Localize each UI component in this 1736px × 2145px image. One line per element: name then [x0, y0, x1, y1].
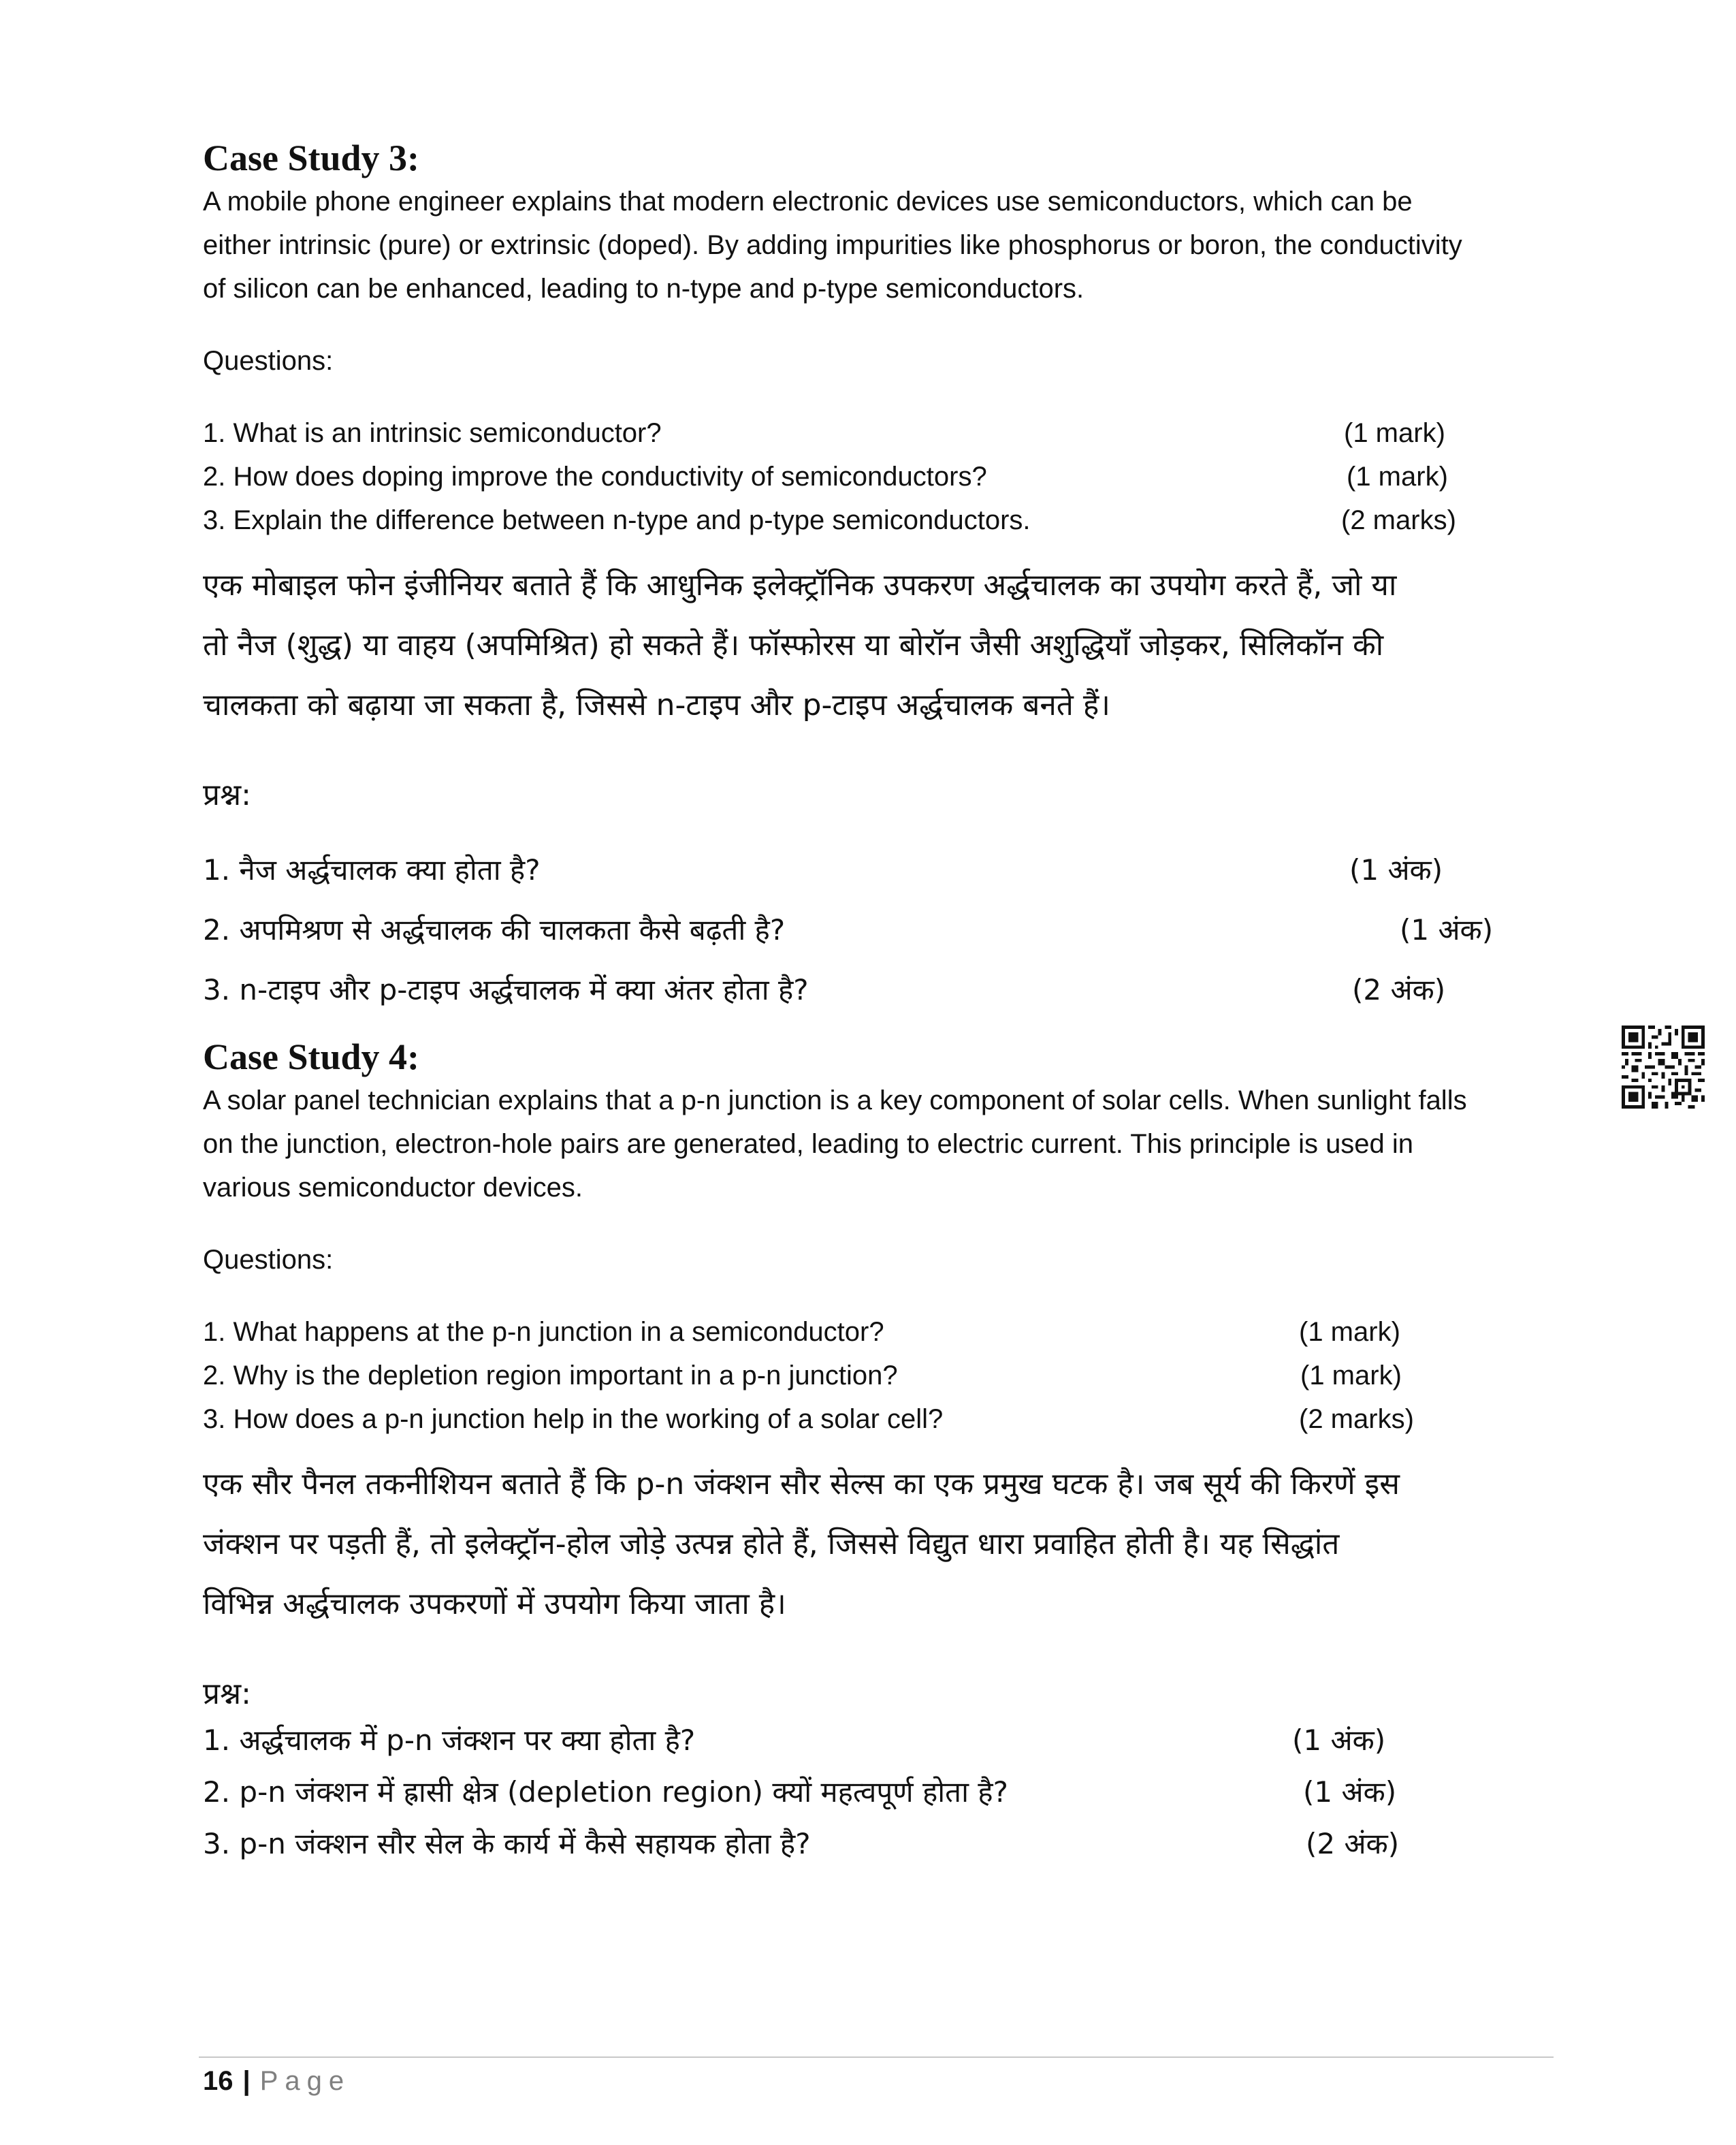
- question-marks: (1 mark): [1344, 418, 1445, 448]
- question-text: 2. How does doping improve the conductivity of semiconductors?: [203, 462, 987, 492]
- question-row: [203, 1310, 1558, 1354]
- questions-label: Questions:: [203, 346, 334, 376]
- question-text: 2. p-n जंक्शन में ह्रासी क्षेत्र (depletion region) क्यों महत्वपूर्ण होता है?: [203, 1775, 1008, 1809]
- paragraph-line: चालकता को बढ़ाया जा सकता है, जिससे n-टाइप और p-टाइप अर्द्धचालक बनते हैं।: [203, 688, 1110, 722]
- question-marks: (1 mark): [1299, 1317, 1400, 1347]
- page-content: [203, 136, 1558, 1870]
- paragraph-line: विभिन्न अर्द्धचालक उपकरणों में उपयोग किया जाता है।: [203, 1587, 786, 1621]
- question-text: 1. What happens at the p-n junction in a semiconductor?: [203, 1317, 884, 1347]
- hindi-question-row: [203, 900, 1558, 960]
- hindi-question-row: [203, 1715, 1558, 1766]
- qr-code-icon: [1622, 1026, 1705, 1109]
- question-text: 1. अर्द्धचालक में p-n जंक्शन पर क्या होता है?: [203, 1723, 696, 1757]
- case-study-4-hindi-paragraph: [203, 1455, 1558, 1634]
- question-text: 3. Explain the difference between n-type and p-type semiconductors.: [203, 505, 1031, 535]
- question-row: [203, 1397, 1558, 1441]
- question-row: [203, 455, 1558, 498]
- question-row: [203, 411, 1558, 455]
- paragraph-line: एक सौर पैनल तकनीशियन बताते हैं कि p-n जंक्शन सौर सेल्स का एक प्रमुख घटक है। जब सूर्य की किरणें इस: [203, 1467, 1400, 1502]
- question-marks: (1 mark): [1300, 1361, 1402, 1391]
- case-study-3-hindi-paragraph: [203, 556, 1558, 735]
- question-marks: (2 अंक): [1352, 973, 1446, 1006]
- hindi-questions-label: प्रश्न:: [203, 778, 251, 812]
- question-text: 3. How does a p-n junction help in the working of a solar cell?: [203, 1404, 944, 1434]
- paragraph-line: तो नैज (शुद्ध) या वाहय (अपमिश्रित) हो सकते हैं। फॉस्फोरस या बोरॉन जैसी अशुद्धियाँ जोड़कर, सिलिकॉन की: [203, 628, 1384, 663]
- paragraph-line: जंक्शन पर पड़ती हैं, तो इलेक्ट्रॉन-होल जोड़े उत्पन्न होते हैं, जिससे विद्युत धारा प्रवाहित होती है। यह सिद्धांत: [203, 1527, 1340, 1561]
- question-text: 3. p-n जंक्शन सौर सेल के कार्य में कैसे सहायक होता है?: [203, 1827, 811, 1860]
- case-study-4: [203, 1035, 1558, 1870]
- case-study-3-heading: Case Study 3:: [203, 138, 420, 178]
- paragraph-line: of silicon can be enhanced, leading to n-type and p-type semiconductors.: [203, 274, 1084, 304]
- paragraph-line: A solar panel technician explains that a p-n junction is a key component of solar cells. When sunlight falls: [203, 1085, 1467, 1115]
- question-marks: (1 अंक): [1400, 913, 1494, 947]
- question-list: [203, 411, 1558, 542]
- case-study-4-paragraph: [203, 1079, 1558, 1209]
- question-text: 3. n-टाइप और p-टाइप अर्द्धचालक में क्या अंतर होता है?: [203, 973, 809, 1006]
- hindi-question-list: [203, 1715, 1558, 1870]
- hindi-question-row: [203, 840, 1558, 900]
- question-marks: (1 अंक): [1349, 853, 1443, 887]
- questions-label: Questions:: [203, 1245, 334, 1275]
- footer-divider: [199, 2056, 1554, 2058]
- question-marks: (2 marks): [1299, 1404, 1414, 1434]
- hindi-questions-label: प्रश्न:: [203, 1677, 251, 1711]
- question-marks: (1 अंक): [1303, 1775, 1397, 1809]
- hindi-question-row: [203, 1818, 1558, 1870]
- paragraph-line: on the junction, electron-hole pairs are generated, leading to electric current. This principle is used in: [203, 1129, 1414, 1159]
- page-number: 16: [203, 2066, 234, 2096]
- paragraph-line: A mobile phone engineer explains that modern electronic devices use semiconductors, which can be: [203, 187, 1413, 217]
- footer-separator: |: [242, 2066, 251, 2096]
- question-row: [203, 1354, 1558, 1397]
- question-marks: (1 अंक): [1292, 1723, 1386, 1757]
- question-row: [203, 498, 1558, 542]
- hindi-question-list: [203, 840, 1558, 1020]
- page-footer: [203, 2059, 351, 2103]
- question-text: 2. Why is the depletion region important in a p-n junction?: [203, 1361, 898, 1391]
- case-study-3-paragraph: [203, 180, 1558, 311]
- hindi-question-row: [203, 1766, 1558, 1818]
- question-marks: (1 mark): [1347, 462, 1448, 492]
- paragraph-line: various semiconductor devices.: [203, 1173, 583, 1203]
- question-marks: (2 अंक): [1306, 1827, 1400, 1860]
- paragraph-line: एक मोबाइल फोन इंजीनियर बताते हैं कि आधुनिक इलेक्ट्रॉनिक उपकरण अर्द्धचालक का उपयोग करते हैं, जो या: [203, 568, 1397, 603]
- case-study-3: [203, 136, 1558, 1020]
- question-text: 2. अपमिश्रण से अर्द्धचालक की चालकता कैसे बढ़ती है?: [203, 913, 786, 947]
- page-label: Page: [259, 2066, 351, 2096]
- question-list: [203, 1310, 1558, 1441]
- hindi-question-row: [203, 960, 1558, 1020]
- case-study-4-heading: Case Study 4:: [203, 1036, 420, 1077]
- paragraph-line: either intrinsic (pure) or extrinsic (doped). By adding impurities like phosphorus or boron, the conductivity: [203, 230, 1462, 260]
- question-text: 1. नैज अर्द्धचालक क्या होता है?: [203, 853, 541, 887]
- question-text: 1. What is an intrinsic semiconductor?: [203, 418, 662, 448]
- question-marks: (2 marks): [1341, 505, 1456, 535]
